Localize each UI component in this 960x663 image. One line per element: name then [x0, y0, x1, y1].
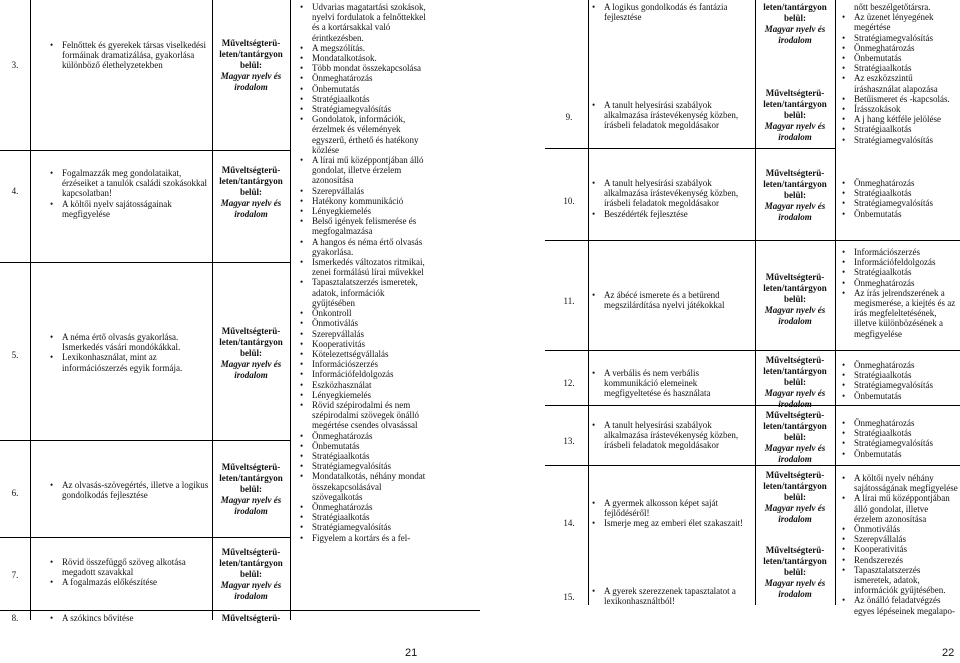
goal-item: • A gyermek alkosson képet saját fejlődéséről! [592, 498, 752, 518]
row-goals [592, 100, 752, 131]
row-goals [50, 168, 210, 219]
competency-item: • A lírai mű középpontjában álló gondolat, illetve érzelem azonosítása [300, 155, 426, 186]
competency-item: • A j hang kétféle jelölése [842, 114, 958, 124]
row-number: 3. [11, 60, 19, 70]
right-page [480, 0, 960, 663]
competency-item: • Belső igények felismerése és megfogalmazása [300, 216, 426, 236]
competency-item: • Stratégiaalkotás [842, 267, 958, 277]
competency-item: • Ismerkedés változatos ritmikai, zenei formálású lírai művekkel [300, 257, 426, 277]
competency-item: • Írásszokások [842, 104, 958, 114]
competency-item: • Önmeghatározás [842, 43, 958, 53]
competency-item: • Tapasztalatszerzés ismeretek, adatok, információk gyűjtésében [300, 277, 426, 308]
competency-item: • Önmeghatározás [842, 278, 958, 288]
goal-item: • A logikus gondolkodás és fantázia fejlesztése [592, 2, 752, 22]
subject-label: Műveltségterü- leten/tantárgyon belül: Magyar nyelv és irodalom [219, 547, 283, 601]
competency-item: • Önmeghatározás [300, 73, 426, 83]
subject-label: Műveltségterü- leten/tantárgyon belül: Magyar nyelv és irodalom [219, 326, 283, 380]
row-number: 6. [11, 488, 19, 498]
competency-item: • Stratégiaalkotás [842, 63, 958, 73]
competency-item: • Rövid szépirodalmi és nem szépirodalmi szövegek önálló megértése csendes olvasással [300, 400, 426, 431]
competency-item: • Udvarias magatartási szokások, nyelvi fordulatok a felnőttekkel és a kortársakkal való érintkezésben. [300, 2, 426, 43]
row-number: 4. [11, 186, 19, 196]
page-number: 22 [942, 647, 955, 659]
competency-item: • Információfeldolgozás [300, 369, 426, 379]
competency-item: • Önmeghatározás [842, 418, 958, 428]
competency-item: • Stratégiaalkotás [842, 188, 958, 198]
competency-list [842, 360, 958, 401]
competency-item: • Önbemutatás [842, 449, 958, 459]
goal-item: • Fogalmazzák meg gondolataikat, érzéseiket a tanulók családi szokásokkal kapcsolatban! [50, 168, 210, 199]
competency-item: • Stratégiamegvalósítás [842, 438, 958, 448]
subject-label: Műveltségterü- leten/tantárgyon belül: Magyar nyelv és irodalom [763, 88, 827, 142]
competency-item: • Stratégiaalkotás [842, 370, 958, 380]
competency-item: • Információszerzés [842, 247, 958, 257]
competency-item: • Stratégiamegvalósítás [842, 380, 958, 390]
competency-item: • Stratégiaalkotás [300, 94, 426, 104]
competency-item: • Önmeghatározás [842, 360, 958, 370]
competency-item: • Figyelem a kortárs és a fel- [300, 533, 426, 543]
competency-item: • Önmeghatározás [300, 431, 426, 441]
row-number: 15. [563, 592, 575, 602]
competency-list [842, 247, 958, 339]
competency-item: • Önmotiválás [842, 524, 958, 534]
goal-item: • Az olvasás-szövegértés, illetve a logikus gondolkodás fejlesztése [50, 480, 210, 500]
competency-item: • Az írás jelrendszerének a megismerése, a kiejtés és az írás megfeleltetésének, illetve különbözésének a megfigyelése [842, 288, 958, 339]
goal-item: • A néma értő olvasás gyakorlása. Ismerkedés vásári mondókákkal. [50, 332, 210, 352]
goal-item: • Az ábécé ismerete és a betűrend megszilárdítása nyelvi játékokkal [592, 290, 752, 310]
competency-item: • A költői nyelv néhány sajátosságának megfigyelése [842, 473, 958, 493]
row-number: 12. [563, 378, 575, 388]
competency-list [842, 2, 958, 145]
subject-label: Műveltségterü- leten/tantárgyon belül: Magyar nyelv és irodalom [763, 168, 827, 222]
goal-item: • A gyerek szerezzenek tapasztalatot a lexikonhasználtból! [592, 586, 752, 606]
row-goals [592, 498, 752, 529]
competency-item: • Eszközhasználat [300, 380, 426, 390]
competency-item: • Stratégiamegvalósítás [300, 104, 426, 114]
competency-item: • Mondatalkotás, néhány mondat összekapcsolásával szövegalkotás [300, 471, 426, 502]
competency-item: • Önbemutatás [842, 391, 958, 401]
competency-item: • Információfeldolgozás [842, 257, 958, 267]
competency-item: • Stratégiaalkotás [300, 512, 426, 522]
competency-item: • Stratégiamegvalósítás [300, 522, 426, 532]
row-goals [592, 2, 752, 22]
competency-item: nőtt beszélgetőtársra. [854, 2, 931, 12]
competency-item: • Rendszerezés [842, 555, 958, 565]
competency-item: • Önmotiválás [300, 318, 426, 328]
subject-label: Műveltségterü- leten/tantárgyon belül: Magyar nyelv és irodalom [763, 410, 827, 464]
goal-item: • A tanult helyesírási szabályok alkalmazása írástevékenység közben, írásbeli feladatok megoldásakor [592, 100, 752, 131]
competency-item: • Stratégiaalkotás [842, 428, 958, 438]
competency-item: • Önbemutatás [300, 84, 426, 94]
competency-item: • Szerepvállalás [300, 186, 426, 196]
goal-item: • A tanult helyesírási szabályok alkalmazása írástevékenység közben, írásbeli feladatok megoldásakor [592, 178, 752, 209]
goal-item: • Lexikonhasználat, mint az információszerzés egyik formája. [50, 352, 210, 372]
row-goals [50, 613, 210, 623]
goal-item: • Rövid összefüggő szöveg alkotása megadott szavakkal [50, 557, 210, 577]
goal-item: • A szókincs bővítése [50, 613, 210, 623]
row-goals [50, 40, 210, 71]
competency-list [842, 418, 958, 459]
row-number: 14. [563, 518, 575, 528]
subject-label: leten/tantárgyon belül: Magyar nyelv és irodalom [763, 2, 827, 45]
subject-label: Műveltségterü- leten/tantárgyon belül: Magyar nyelv és irodalom [763, 355, 827, 409]
goal-item: • Beszédérték fejlesztése [592, 209, 752, 219]
competency-item: • Betűismeret és -kapcsolás. [842, 94, 958, 104]
competency-item: • Önbemutatás [300, 441, 426, 451]
goal-item: • Ismerje meg az emberi élet szakaszait! [592, 518, 752, 528]
competency-list [842, 178, 958, 219]
competency-item: • Lényegkiemelés [300, 390, 426, 400]
competency-list [300, 2, 426, 543]
competency-item: • Hatékony kommunikáció [300, 196, 426, 206]
competency-item: • Mondatalkotások. [300, 53, 426, 63]
competency-item: • Önbemutatás [842, 53, 958, 63]
competency-item: • A lírai mű középpontjában álló gondolat, illetve érzelem azonosítása [842, 493, 958, 524]
row-number: 11. [563, 296, 575, 306]
goal-item: • A tanult helyesírási szabályok alkalmazása írástevékenység közben, írásbeli feladatok megoldásakor [592, 420, 752, 451]
competency-item: • Szerepvállalás [300, 329, 426, 339]
subject-label: Műveltségterü- leten/tantárgyon belül: Magyar nyelv és irodalom [763, 545, 827, 599]
competency-item: • Tapasztalatszerzés ismeretek, adatok, információk gyűjtésében. [842, 565, 958, 596]
row-goals [50, 557, 210, 588]
competency-item: • Stratégiaalkotás [300, 451, 426, 461]
subject-label: Műveltségterü- leten/tantárgyon belül: Magyar nyelv és irodalom [219, 38, 283, 92]
subject-label: Műveltségterü- leten/tantárgyon belül: Magyar nyelv és irodalom [219, 165, 283, 219]
goal-item: • A verbális és nem verbális kommunikáció elemeinek megfigyeltetése és használata [592, 368, 752, 399]
competency-item: • Stratégiamegvalósítás [300, 461, 426, 471]
row-number: 9. [565, 112, 573, 122]
row-goals [592, 178, 752, 219]
competency-item: • Kooperativitás [300, 339, 426, 349]
subject-label: Műveltségterü- leten/tantárgyon belül: Magyar nyelv és irodalom [763, 470, 827, 524]
row-goals [50, 480, 210, 500]
row-number: 5. [11, 350, 19, 360]
competency-item: • Az önálló feladatvégzés egyes lépéseinek megalapo- [842, 595, 958, 615]
page-number: 21 [405, 647, 418, 659]
row-number: 7. [11, 570, 19, 580]
competency-item: • Kötelezettségvállalás [300, 349, 426, 359]
subject-label: Műveltségterü- [221, 613, 281, 623]
competency-item: • Önkontroll [300, 308, 426, 318]
row-goals [50, 332, 210, 373]
competency-item: • A hangos és néma értő olvasás gyakorlása. [300, 237, 426, 257]
goal-item: • A költői nyelv sajátosságainak megfigyelése [50, 199, 210, 219]
competency-item: • Lényegkiemelés [300, 206, 426, 216]
competency-item: • Stratégiamegvalósítás [842, 135, 958, 145]
competency-item: • Kooperativitás [842, 544, 958, 554]
competency-item: • Önmeghatározás [300, 502, 426, 512]
row-goals [592, 420, 752, 451]
subject-label: Műveltségterü- leten/tantárgyon belül: Magyar nyelv és irodalom [219, 462, 283, 516]
competency-list [842, 473, 958, 616]
competency-item: • Több mondat összekapcsolása [300, 63, 426, 73]
competency-item: • Önbemutatás [842, 209, 958, 219]
competency-item: • Stratégiaalkotás [842, 124, 958, 134]
subject-label: Műveltségterü- leten/tantárgyon belül: Magyar nyelv és irodalom [763, 272, 827, 326]
competency-item: • Önmeghatározás [842, 178, 958, 188]
goal-item: • Felnőttek és gyerekek társas viselkedési formáinak dramatizálása, gyakorlása különböző élethelyzetekben [50, 40, 210, 71]
competency-item: • A megszólítás. [300, 43, 426, 53]
competency-item: • Gondolatok, információk, érzelmek és vélemények egyszerű, érthető és hatékony közlése [300, 114, 426, 155]
competency-item: • Az üzenet lényegének megértése [842, 12, 958, 32]
row-number: 10. [563, 196, 575, 206]
row-number: 13. [563, 436, 575, 446]
competency-item: • Az eszközszintű íráshasználat alapozása [842, 73, 958, 93]
competency-item: • Információszerzés [300, 359, 426, 369]
row-goals [592, 368, 752, 399]
goal-item: • A fogalmazás előkészítése [50, 577, 210, 587]
row-goals [592, 290, 752, 310]
competency-item: • Stratégiamegvalósítás [842, 198, 958, 208]
row-goals [592, 586, 752, 606]
competency-item: • Stratégiamegvalósítás [842, 33, 958, 43]
competency-item: • Szerepvállalás [842, 534, 958, 544]
row-number: 8. [11, 613, 19, 623]
